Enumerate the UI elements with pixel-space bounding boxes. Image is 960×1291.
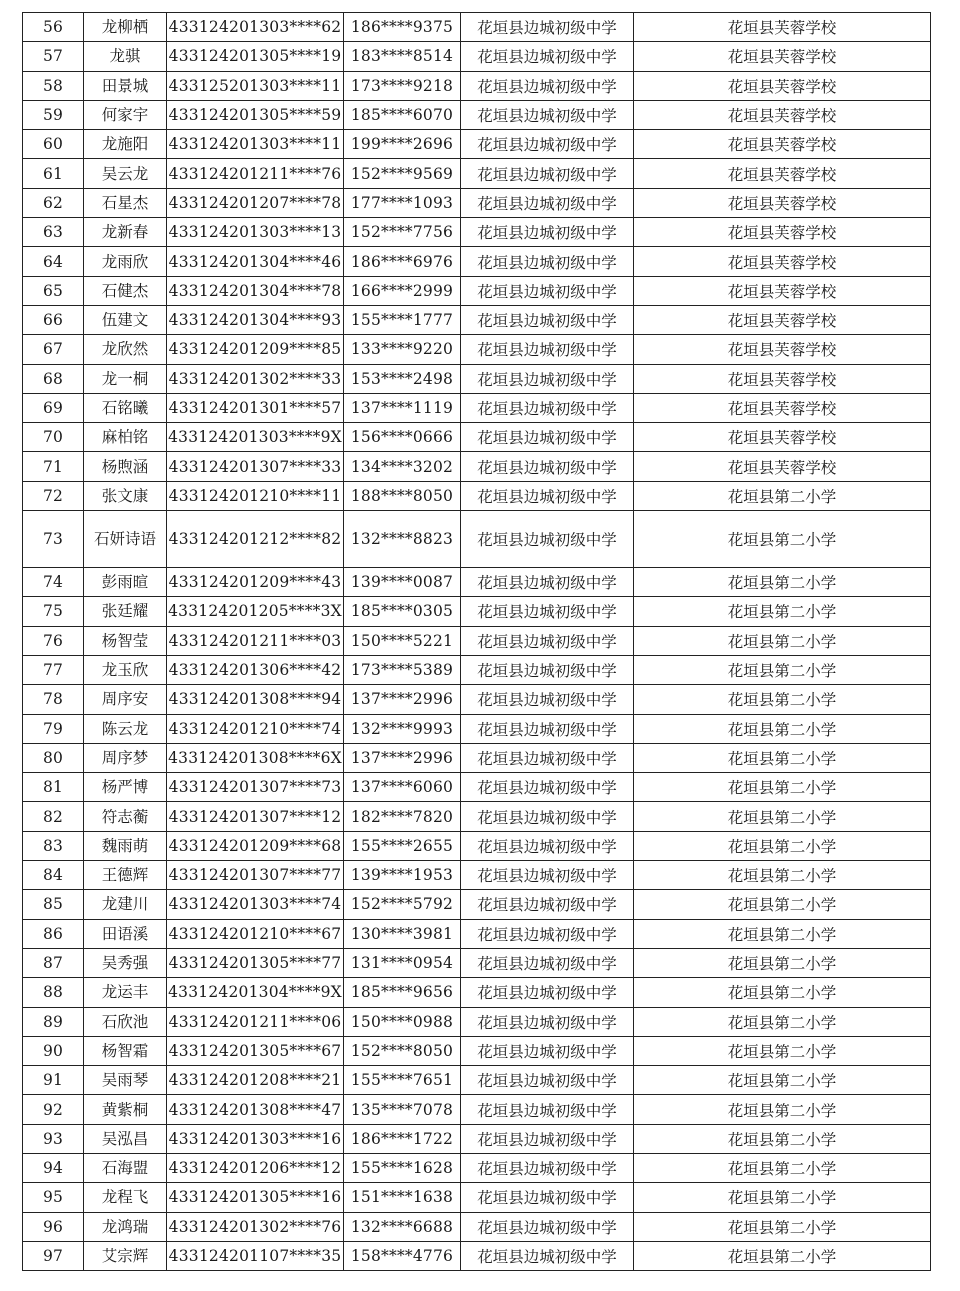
target-school-cell: 花垣县芙蓉学校: [634, 188, 931, 217]
student-table: [22, 12, 931, 1271]
origin-school-cell: 花垣县边城初级中学: [461, 1124, 634, 1153]
table-row: [23, 276, 931, 305]
table-row: [23, 714, 931, 743]
row-number-cell: 90: [23, 1036, 84, 1065]
table-row: [23, 218, 931, 247]
phone-cell: 135****7078: [344, 1095, 461, 1124]
origin-school-cell: 花垣县边城初级中学: [461, 948, 634, 977]
student-name-cell: 石妍诗语: [84, 511, 167, 568]
student-name-cell: 艾宗辉: [84, 1241, 167, 1270]
row-number-cell: 88: [23, 978, 84, 1007]
id-number-cell: 433124201306****42: [167, 655, 344, 684]
target-school-cell: 花垣县第二小学: [634, 1007, 931, 1036]
table-row: [23, 655, 931, 684]
phone-cell: 155****2655: [344, 831, 461, 860]
phone-cell: 199****2696: [344, 130, 461, 159]
id-number-cell: 433124201307****73: [167, 773, 344, 802]
id-number-cell: 433124201307****12: [167, 802, 344, 831]
phone-cell: 177****1093: [344, 188, 461, 217]
target-school-cell: 花垣县芙蓉学校: [634, 159, 931, 188]
student-name-cell: 杨严博: [84, 773, 167, 802]
phone-cell: 133****9220: [344, 335, 461, 364]
student-name-cell: 龙骐: [84, 42, 167, 71]
origin-school-cell: 花垣县边城初级中学: [461, 130, 634, 159]
phone-cell: 152****8050: [344, 1036, 461, 1065]
id-number-cell: 433124201211****76: [167, 159, 344, 188]
row-number-cell: 62: [23, 188, 84, 217]
row-number-cell: 64: [23, 247, 84, 276]
row-number-cell: 72: [23, 481, 84, 510]
id-number-cell: 433124201303****16: [167, 1124, 344, 1153]
phone-cell: 139****0087: [344, 568, 461, 597]
table-row: [23, 130, 931, 159]
id-number-cell: 433124201303****13: [167, 218, 344, 247]
table-row: [23, 100, 931, 129]
target-school-cell: 花垣县第二小学: [634, 1036, 931, 1065]
phone-cell: 137****2996: [344, 743, 461, 772]
origin-school-cell: 花垣县边城初级中学: [461, 305, 634, 334]
table-row: [23, 1212, 931, 1241]
id-number-cell: 433124201210****74: [167, 714, 344, 743]
id-number-cell: 433125201303****11: [167, 71, 344, 100]
target-school-cell: 花垣县第二小学: [634, 568, 931, 597]
table-row: [23, 597, 931, 626]
phone-cell: 186****9375: [344, 13, 461, 42]
id-number-cell: 433124201210****67: [167, 919, 344, 948]
id-number-cell: 433124201211****03: [167, 626, 344, 655]
table-row: [23, 861, 931, 890]
origin-school-cell: 花垣县边城初级中学: [461, 335, 634, 364]
target-school-cell: 花垣县芙蓉学校: [634, 13, 931, 42]
target-school-cell: 花垣县芙蓉学校: [634, 423, 931, 452]
phone-cell: 132****9993: [344, 714, 461, 743]
id-number-cell: 433124201304****9X: [167, 978, 344, 1007]
student-name-cell: 吴泓昌: [84, 1124, 167, 1153]
student-name-cell: 吴云龙: [84, 159, 167, 188]
student-name-cell: 杨智莹: [84, 626, 167, 655]
origin-school-cell: 花垣县边城初级中学: [461, 568, 634, 597]
table-row: [23, 423, 931, 452]
target-school-cell: 花垣县芙蓉学校: [634, 130, 931, 159]
phone-cell: 155****1777: [344, 305, 461, 334]
target-school-cell: 花垣县芙蓉学校: [634, 71, 931, 100]
student-name-cell: 伍建文: [84, 305, 167, 334]
row-number-cell: 82: [23, 802, 84, 831]
table-row: [23, 1066, 931, 1095]
table-row: [23, 452, 931, 481]
student-name-cell: 龙鸿瑞: [84, 1212, 167, 1241]
phone-cell: 150****5221: [344, 626, 461, 655]
table-row: [23, 978, 931, 1007]
id-number-cell: 433124201212****82: [167, 511, 344, 568]
phone-cell: 152****9569: [344, 159, 461, 188]
student-name-cell: 石欣池: [84, 1007, 167, 1036]
target-school-cell: 花垣县芙蓉学校: [634, 42, 931, 71]
student-name-cell: 龙程飞: [84, 1183, 167, 1212]
id-number-cell: 433124201305****19: [167, 42, 344, 71]
phone-cell: 173****5389: [344, 655, 461, 684]
phone-cell: 153****2498: [344, 364, 461, 393]
student-name-cell: 周序安: [84, 685, 167, 714]
target-school-cell: 花垣县第二小学: [634, 1183, 931, 1212]
row-number-cell: 57: [23, 42, 84, 71]
id-number-cell: 433124201308****6X: [167, 743, 344, 772]
student-name-cell: 石健杰: [84, 276, 167, 305]
row-number-cell: 91: [23, 1066, 84, 1095]
table-row: [23, 71, 931, 100]
origin-school-cell: 花垣县边城初级中学: [461, 364, 634, 393]
id-number-cell: 433124201307****33: [167, 452, 344, 481]
table-row: [23, 159, 931, 188]
table-row: [23, 511, 931, 568]
phone-cell: 137****2996: [344, 685, 461, 714]
id-number-cell: 433124201303****62: [167, 13, 344, 42]
origin-school-cell: 花垣县边城初级中学: [461, 71, 634, 100]
student-name-cell: 龙建川: [84, 890, 167, 919]
student-name-cell: 王德辉: [84, 861, 167, 890]
student-name-cell: 龙新春: [84, 218, 167, 247]
id-number-cell: 433124201209****68: [167, 831, 344, 860]
table-row: [23, 247, 931, 276]
row-number-cell: 95: [23, 1183, 84, 1212]
origin-school-cell: 花垣县边城初级中学: [461, 42, 634, 71]
row-number-cell: 63: [23, 218, 84, 247]
phone-cell: 173****9218: [344, 71, 461, 100]
origin-school-cell: 花垣县边城初级中学: [461, 423, 634, 452]
row-number-cell: 86: [23, 919, 84, 948]
row-number-cell: 77: [23, 655, 84, 684]
target-school-cell: 花垣县第二小学: [634, 481, 931, 510]
student-name-cell: 周序梦: [84, 743, 167, 772]
table-row: [23, 1153, 931, 1182]
table-row: [23, 1007, 931, 1036]
table-body: [23, 13, 931, 1271]
phone-cell: 185****6070: [344, 100, 461, 129]
table-row: [23, 1241, 931, 1270]
student-name-cell: 田语溪: [84, 919, 167, 948]
student-name-cell: 何家宇: [84, 100, 167, 129]
origin-school-cell: 花垣县边城初级中学: [461, 481, 634, 510]
origin-school-cell: 花垣县边城初级中学: [461, 831, 634, 860]
phone-cell: 185****9656: [344, 978, 461, 1007]
origin-school-cell: 花垣县边城初级中学: [461, 1153, 634, 1182]
origin-school-cell: 花垣县边城初级中学: [461, 100, 634, 129]
phone-cell: 150****0988: [344, 1007, 461, 1036]
row-number-cell: 58: [23, 71, 84, 100]
id-number-cell: 433124201208****21: [167, 1066, 344, 1095]
row-number-cell: 56: [23, 13, 84, 42]
target-school-cell: 花垣县第二小学: [634, 831, 931, 860]
table-row: [23, 1183, 931, 1212]
id-number-cell: 433124201301****57: [167, 393, 344, 422]
id-number-cell: 433124201308****94: [167, 685, 344, 714]
table-row: [23, 948, 931, 977]
row-number-cell: 69: [23, 393, 84, 422]
phone-cell: 188****8050: [344, 481, 461, 510]
student-name-cell: 田景城: [84, 71, 167, 100]
row-number-cell: 78: [23, 685, 84, 714]
target-school-cell: 花垣县芙蓉学校: [634, 276, 931, 305]
row-number-cell: 94: [23, 1153, 84, 1182]
student-name-cell: 石铭曦: [84, 393, 167, 422]
row-number-cell: 61: [23, 159, 84, 188]
row-number-cell: 87: [23, 948, 84, 977]
target-school-cell: 花垣县第二小学: [634, 655, 931, 684]
table-row: [23, 1036, 931, 1065]
student-name-cell: 张文康: [84, 481, 167, 510]
table-row: [23, 335, 931, 364]
phone-cell: 186****6976: [344, 247, 461, 276]
phone-cell: 182****7820: [344, 802, 461, 831]
id-number-cell: 433124201303****11: [167, 130, 344, 159]
id-number-cell: 433124201308****47: [167, 1095, 344, 1124]
phone-cell: 156****0666: [344, 423, 461, 452]
id-number-cell: 433124201205****3X: [167, 597, 344, 626]
target-school-cell: 花垣县第二小学: [634, 978, 931, 1007]
origin-school-cell: 花垣县边城初级中学: [461, 13, 634, 42]
origin-school-cell: 花垣县边城初级中学: [461, 626, 634, 655]
origin-school-cell: 花垣县边城初级中学: [461, 1066, 634, 1095]
row-number-cell: 79: [23, 714, 84, 743]
origin-school-cell: 花垣县边城初级中学: [461, 247, 634, 276]
student-list-sheet: [22, 12, 930, 1271]
phone-cell: 166****2999: [344, 276, 461, 305]
origin-school-cell: 花垣县边城初级中学: [461, 452, 634, 481]
target-school-cell: 花垣县第二小学: [634, 802, 931, 831]
phone-cell: 183****8514: [344, 42, 461, 71]
phone-cell: 158****4776: [344, 1241, 461, 1270]
row-number-cell: 67: [23, 335, 84, 364]
phone-cell: 134****3202: [344, 452, 461, 481]
phone-cell: 155****1628: [344, 1153, 461, 1182]
row-number-cell: 81: [23, 773, 84, 802]
target-school-cell: 花垣县第二小学: [634, 1124, 931, 1153]
student-name-cell: 龙运丰: [84, 978, 167, 1007]
origin-school-cell: 花垣县边城初级中学: [461, 276, 634, 305]
origin-school-cell: 花垣县边城初级中学: [461, 978, 634, 1007]
id-number-cell: 433124201305****16: [167, 1183, 344, 1212]
phone-cell: 152****5792: [344, 890, 461, 919]
student-name-cell: 石星杰: [84, 188, 167, 217]
student-name-cell: 龙欣然: [84, 335, 167, 364]
row-number-cell: 85: [23, 890, 84, 919]
table-row: [23, 919, 931, 948]
table-row: [23, 685, 931, 714]
student-name-cell: 黄紫桐: [84, 1095, 167, 1124]
id-number-cell: 433124201211****06: [167, 1007, 344, 1036]
student-name-cell: 龙雨欣: [84, 247, 167, 276]
origin-school-cell: 花垣县边城初级中学: [461, 743, 634, 772]
target-school-cell: 花垣县第二小学: [634, 1241, 931, 1270]
target-school-cell: 花垣县第二小学: [634, 890, 931, 919]
id-number-cell: 433124201304****93: [167, 305, 344, 334]
row-number-cell: 80: [23, 743, 84, 772]
row-number-cell: 97: [23, 1241, 84, 1270]
target-school-cell: 花垣县第二小学: [634, 861, 931, 890]
origin-school-cell: 花垣县边城初级中学: [461, 393, 634, 422]
table-row: [23, 305, 931, 334]
phone-cell: 137****1119: [344, 393, 461, 422]
table-row: [23, 831, 931, 860]
origin-school-cell: 花垣县边城初级中学: [461, 714, 634, 743]
id-number-cell: 433124201302****33: [167, 364, 344, 393]
target-school-cell: 花垣县芙蓉学校: [634, 364, 931, 393]
row-number-cell: 66: [23, 305, 84, 334]
target-school-cell: 花垣县芙蓉学校: [634, 100, 931, 129]
phone-cell: 155****7651: [344, 1066, 461, 1095]
row-number-cell: 71: [23, 452, 84, 481]
row-number-cell: 73: [23, 511, 84, 568]
student-name-cell: 麻柏铭: [84, 423, 167, 452]
id-number-cell: 433124201107****35: [167, 1241, 344, 1270]
id-number-cell: 433124201209****43: [167, 568, 344, 597]
row-number-cell: 65: [23, 276, 84, 305]
student-name-cell: 龙柳栖: [84, 13, 167, 42]
table-row: [23, 13, 931, 42]
origin-school-cell: 花垣县边城初级中学: [461, 802, 634, 831]
row-number-cell: 89: [23, 1007, 84, 1036]
student-name-cell: 吴雨琴: [84, 1066, 167, 1095]
id-number-cell: 433124201305****67: [167, 1036, 344, 1065]
student-name-cell: 吴秀强: [84, 948, 167, 977]
row-number-cell: 93: [23, 1124, 84, 1153]
origin-school-cell: 花垣县边城初级中学: [461, 1241, 634, 1270]
origin-school-cell: 花垣县边城初级中学: [461, 159, 634, 188]
id-number-cell: 433124201303****74: [167, 890, 344, 919]
origin-school-cell: 花垣县边城初级中学: [461, 1095, 634, 1124]
student-name-cell: 陈云龙: [84, 714, 167, 743]
student-name-cell: 魏雨萌: [84, 831, 167, 860]
origin-school-cell: 花垣县边城初级中学: [461, 1183, 634, 1212]
student-name-cell: 张廷耀: [84, 597, 167, 626]
row-number-cell: 84: [23, 861, 84, 890]
origin-school-cell: 花垣县边城初级中学: [461, 188, 634, 217]
student-name-cell: 彭雨暄: [84, 568, 167, 597]
student-name-cell: 龙施阳: [84, 130, 167, 159]
target-school-cell: 花垣县第二小学: [634, 511, 931, 568]
id-number-cell: 433124201305****77: [167, 948, 344, 977]
table-row: [23, 481, 931, 510]
student-name-cell: 龙一桐: [84, 364, 167, 393]
origin-school-cell: 花垣县边城初级中学: [461, 218, 634, 247]
student-name-cell: 杨智霜: [84, 1036, 167, 1065]
target-school-cell: 花垣县第二小学: [634, 773, 931, 802]
phone-cell: 137****6060: [344, 773, 461, 802]
target-school-cell: 花垣县第二小学: [634, 1153, 931, 1182]
student-name-cell: 符志蘅: [84, 802, 167, 831]
target-school-cell: 花垣县第二小学: [634, 919, 931, 948]
id-number-cell: 433124201302****76: [167, 1212, 344, 1241]
target-school-cell: 花垣县第二小学: [634, 597, 931, 626]
phone-cell: 131****0954: [344, 948, 461, 977]
table-row: [23, 42, 931, 71]
target-school-cell: 花垣县芙蓉学校: [634, 247, 931, 276]
origin-school-cell: 花垣县边城初级中学: [461, 1036, 634, 1065]
id-number-cell: 433124201307****77: [167, 861, 344, 890]
id-number-cell: 433124201305****59: [167, 100, 344, 129]
id-number-cell: 433124201209****85: [167, 335, 344, 364]
origin-school-cell: 花垣县边城初级中学: [461, 685, 634, 714]
target-school-cell: 花垣县第二小学: [634, 743, 931, 772]
row-number-cell: 92: [23, 1095, 84, 1124]
origin-school-cell: 花垣县边城初级中学: [461, 597, 634, 626]
table-row: [23, 890, 931, 919]
phone-cell: 152****7756: [344, 218, 461, 247]
phone-cell: 132****8823: [344, 511, 461, 568]
row-number-cell: 96: [23, 1212, 84, 1241]
table-row: [23, 1124, 931, 1153]
student-name-cell: 龙玉欣: [84, 655, 167, 684]
origin-school-cell: 花垣县边城初级中学: [461, 655, 634, 684]
target-school-cell: 花垣县芙蓉学校: [634, 452, 931, 481]
table-row: [23, 773, 931, 802]
row-number-cell: 74: [23, 568, 84, 597]
row-number-cell: 70: [23, 423, 84, 452]
phone-cell: 185****0305: [344, 597, 461, 626]
target-school-cell: 花垣县第二小学: [634, 1066, 931, 1095]
id-number-cell: 433124201206****12: [167, 1153, 344, 1182]
id-number-cell: 433124201304****78: [167, 276, 344, 305]
phone-cell: 132****6688: [344, 1212, 461, 1241]
target-school-cell: 花垣县芙蓉学校: [634, 218, 931, 247]
row-number-cell: 76: [23, 626, 84, 655]
origin-school-cell: 花垣县边城初级中学: [461, 890, 634, 919]
table-row: [23, 1095, 931, 1124]
origin-school-cell: 花垣县边城初级中学: [461, 1007, 634, 1036]
phone-cell: 130****3981: [344, 919, 461, 948]
origin-school-cell: 花垣县边城初级中学: [461, 919, 634, 948]
phone-cell: 151****1638: [344, 1183, 461, 1212]
target-school-cell: 花垣县第二小学: [634, 1212, 931, 1241]
target-school-cell: 花垣县第二小学: [634, 1095, 931, 1124]
target-school-cell: 花垣县第二小学: [634, 685, 931, 714]
origin-school-cell: 花垣县边城初级中学: [461, 1212, 634, 1241]
table-row: [23, 743, 931, 772]
student-name-cell: 杨煦涵: [84, 452, 167, 481]
table-row: [23, 393, 931, 422]
target-school-cell: 花垣县第二小学: [634, 626, 931, 655]
phone-cell: 186****1722: [344, 1124, 461, 1153]
table-row: [23, 364, 931, 393]
origin-school-cell: 花垣县边城初级中学: [461, 773, 634, 802]
table-row: [23, 568, 931, 597]
id-number-cell: 433124201304****46: [167, 247, 344, 276]
row-number-cell: 68: [23, 364, 84, 393]
target-school-cell: 花垣县芙蓉学校: [634, 305, 931, 334]
id-number-cell: 433124201303****9X: [167, 423, 344, 452]
id-number-cell: 433124201207****78: [167, 188, 344, 217]
target-school-cell: 花垣县芙蓉学校: [634, 335, 931, 364]
origin-school-cell: 花垣县边城初级中学: [461, 511, 634, 568]
target-school-cell: 花垣县第二小学: [634, 714, 931, 743]
row-number-cell: 59: [23, 100, 84, 129]
id-number-cell: 433124201210****11: [167, 481, 344, 510]
row-number-cell: 83: [23, 831, 84, 860]
student-name-cell: 石海盟: [84, 1153, 167, 1182]
row-number-cell: 75: [23, 597, 84, 626]
phone-cell: 139****1953: [344, 861, 461, 890]
row-number-cell: 60: [23, 130, 84, 159]
target-school-cell: 花垣县第二小学: [634, 948, 931, 977]
target-school-cell: 花垣县芙蓉学校: [634, 393, 931, 422]
table-row: [23, 188, 931, 217]
table-row: [23, 802, 931, 831]
origin-school-cell: 花垣县边城初级中学: [461, 861, 634, 890]
table-row: [23, 626, 931, 655]
